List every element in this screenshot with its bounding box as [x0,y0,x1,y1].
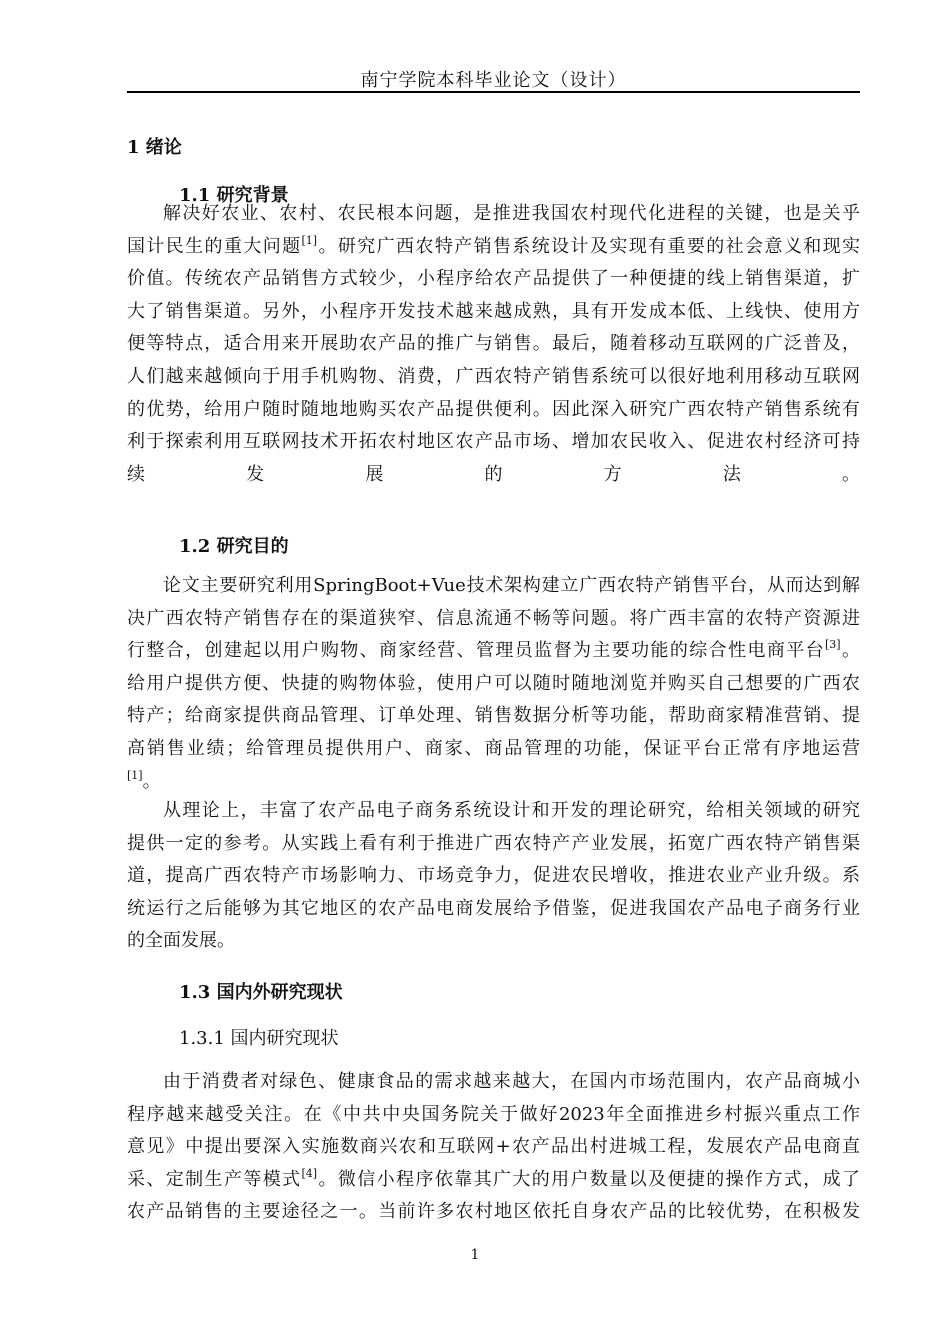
text-segment: 。 [840,640,860,662]
text-segment: 采、定制生产等模式 [127,1168,302,1190]
text-line: 价值。传统农产品销售方式较少，小程序给农产品提供了一种便捷的线上销售渠道，扩 [127,268,860,290]
text-line: 解决好农业、农村、农民根本问题，是推进我国农村现代化进程的关键，也是关乎 [163,203,860,224]
text-line [127,1164,860,1197]
citation-marker: [4] [301,1166,318,1180]
text-line: 从理论上，丰富了农产品电子商务系统设计和开发的理论研究，给相关领域的研究 [163,800,860,821]
header-divider [127,91,860,93]
text-segment: 。微信小程序依靠其广大的用户数量以及便捷的操作方式，成了 [317,1168,861,1190]
citation-marker: [3] [825,638,841,652]
section-heading-background: 1.1 研究背景 [179,185,289,206]
text-line [127,635,860,668]
text-segment: 国计民生的重大问题 [127,235,302,257]
text-line: 便等特点，适合用来开展助农产品的推广与销售。最后，随着移动互联网的广泛普及， [127,333,860,355]
text-line: 的全面发展。 [127,930,235,952]
text-line: 提供一定的参考。从实践上看有利于推进广西农特产产业发展，拓宽广西农特产销售渠 [127,832,860,854]
text-line: 利于探索利用互联网技术开拓农村地区农产品市场、增加农民收入、促进农村经济可持 [127,431,860,453]
text-segment: 。 [142,770,161,792]
paragraph-domestic-status [127,1066,860,1229]
text-line: 农产品销售的主要途径之一。当前许多农村地区依托自身农产品的比较优势，在积极发 [127,1201,860,1223]
text-segment: 行整合，创建起以用户购物、商家经营、管理员监督为主要功能的综合性电商平台 [127,640,826,662]
text-segment: 。研究广西农特产销售系统设计及实现有重要的社会意义和现实 [317,235,861,257]
paragraph-background [127,198,860,491]
text-line [127,231,860,264]
text-line: 意见》中提出要深入实施数商兴农和互联网+农产品出村进城工程，发展农产品电商直 [127,1136,860,1158]
text-line: 高销售业绩；给管理员提供用户、商家、商品管理的功能，保证平台正常有序地运营 [127,737,860,759]
text-line: 续发展的方法。 [127,463,860,485]
citation-marker: [1] [301,233,318,247]
text-line: 由于消费者对绿色、健康食品的需求越来越大，在国内市场范围内，农产品商城小 [163,1071,860,1092]
text-line: 大了销售渠道。另外，小程序开发技术越来越成熟，具有开发成本低、上线快、使用方 [127,300,860,322]
text-line [127,766,860,799]
text-line: 给用户提供方便、快捷的购物体验，使用户可以随时随地浏览并购买自己想要的广西农 [127,672,860,694]
text-line: 论文主要研究利用SpringBoot+Vue技术架构建立广西农特产销售平台，从而达到解 [163,575,860,596]
text-line: 的优势，给用户随时随地地购买农产品提供便利。因此深入研究广西农特产销售系统有 [127,398,860,420]
text-line: 统运行之后能够为其它地区的农产品电商发展给予借鉴，促进我国农产品电子商务行业 [127,897,860,919]
citation-marker: [1] [127,768,143,782]
text-line: 特产；给商家提供商品管理、订单处理、销售数据分析等功能，帮助商家精准营销、提 [127,705,860,727]
paragraph-purpose [127,570,860,798]
section-heading-purpose: 1.2 研究目的 [179,536,289,557]
page-number: 1 [470,1247,480,1263]
text-line: 人们越来越倾向于用手机购物、消费，广西农特产销售系统可以很好地利用移动互联网 [127,365,860,387]
chapter-heading: 1 绪论 [127,137,182,158]
text-line: 道，提高广西农特产市场影响力、市场竞争力，促进农民增收，推进农业产业升级。系 [127,865,860,887]
running-header: 南宁学院本科毕业论文（设计） [360,70,627,91]
text-line: 程序越来越受关注。在《中共中央国务院关于做好2023年全面推进乡村振兴重点工作 [127,1103,860,1125]
text-line: 决广西农特产销售存在的渠道狭窄、信息流通不畅等问题。将广西丰富的农特产资源进 [127,607,860,629]
section-heading-research-status: 1.3 国内外研究现状 [179,982,343,1003]
subsection-heading-domestic: 1.3.1 国内研究现状 [179,1028,339,1049]
paragraph-significance [127,795,860,958]
